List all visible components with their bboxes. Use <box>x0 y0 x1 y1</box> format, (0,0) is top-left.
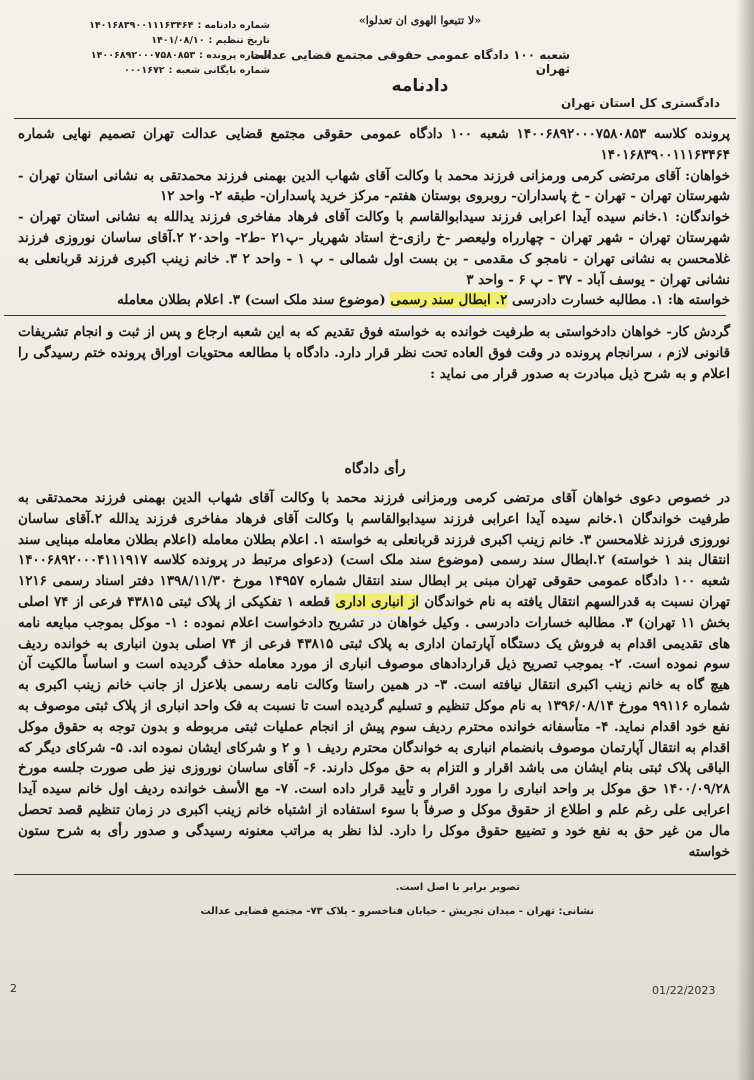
court-address: نشانی: تهران - میدان تجریش - خیابان فناخسرو - پلاک ۷۳- مجتمع قضایی عدالت <box>200 906 594 917</box>
verdict-text: در خصوص دعوی خواهان آقای مرتضی کرمی ورمزانی فرزند محمد با وکالت آقای شهاب الدین بهمنی فرزند محمدتقی به طرفیت خواندگان ۱.خانم سیده آیدا اعرابی فرزند سیدابوالقاسم با وکالت آقای فرهاد مفاخری فرزند یدالله ۲.آقای ساسان نوروزی فرزند غلامحسن ۳. خانم زینب اکبری فرزند قربانعلی به خواسته ۱. اعلام بطلان معامله (اعلام بطلان معامله مبنایی سند انتقال بند ۱ خواسته) ۲.ابطال سند رسمی (موضوع سند ملک است) (دعوای مرتبط در پرونده کلاسه ۱۴۰۰۶۸۹۲۰۰۰۴۱۱۱۹۱۷ شعبه ۱۰۰ دادگاه عمومی حقوقی تهران مبنی بر ابطال سند انتقال شماره ۱۴۹۵۷ مورخ ۱۳۹۸/۱۱/۳۰ دفتر اسناد رسمی ۱۲۱۶ تهران نسبت به قدرالسهم انتقال یافته به نام خواندگان از انباری اداری قطعه ۱ تفکیکی از پلاک ثبتی ۴۳۸۱۵ فرعی از ۷۴ اصلی بخش ۱۱ تهران) ۳. مطالبه خسارات دادرسی . وکیل خواهان در تشریح دادخواست اعلام نموده : ۱- موکل بموجب مبایعه نامه های تقدیمی اقدام به فروش یک دستگاه آپارتمان اداری به پلاک ثبتی ۴۳۸۱۵ فرعی از ۷۴ اصلی بدون انباری به خوانده ردیف سوم نموده است. ۲- بموجب تصریح ذیل قراردادهای موصوف انباری از مورد معامله حذف گردیده است و اساساً مالکیت آن هیچ گاه به خانم زینب اکبری انتقال نیافته است. ۳- در همین راستا وکالت نامه رسمی بلاعزل از جانب خانم زینب اکبری به شماره ۹۹۱۱۶ مورخ ۱۳۹۶/۰۸/۱۴ به نام موکل تنظیم و تسلیم گردیده است تا نسبت به فک واحد انباری از پلاک ثبتی موصوف به نفع خود اقدام نماید. ۴- متأسفانه خوانده محترم ردیف سوم پیش از انجام عملیات ثبتی مربوطه و بدون توجه به حقوق موکل اقدام به انتقال آپارتمان موصوف بانضمام انباری به خواندگان محترم ردیف ۱ و ۲ و شرکای ایشان نموده اند. ۵- شرکای دیگر که الباقی پلاک ثبتی بنام ایشان می باشد اقرار و التزام به حق موکل دارند. ۶- آقای ساسان نوروزی نیز طی صورت جلسه مورخ ۱۴۰۰/۰۹/۲۸ حق موکل بر واحد انباری را مورد اقرار و تأیید قرار داده است. ۷- مع الأسف خوانده ردیف اول خانم سیده آیدا اعرابی علی رغم علم و اطلاع از حقوق موکل و صرفاً با سوء استفاده از اشتباه خانم زینب اکبری در زمان تنظیم قصد تحصل مال من غیر حق به نفع خود و تضییع حقوق موکل را دارد. لذا نظر به مراتب معنونه رسیدگی و صدور رأی به شرح ستون خواسته <box>18 490 731 860</box>
case-intro: پرونده کلاسه ۱۴۰۰۶۸۹۲۰۰۰۷۵۸۰۸۵۳ شعبه ۱۰۰ دادگاه عمومی حقوقی مجتمع قضایی عدالت تهران تصمیم نهایی شماره ۱۴۰۱۶۸۳۹۰۰۱۱۱۶۳۴۶۴ <box>18 126 730 163</box>
quran-motto: «لا تتبعوا الهوی ان تعدلوا» <box>358 14 482 27</box>
meta-case-number: شماره پرونده :۱۴۰۰۶۸۹۲۰۰۰۷۵۸۰۸۵۳ <box>90 50 270 61</box>
footer-divider <box>14 874 736 875</box>
claims-divider <box>4 315 726 316</box>
meta-archive-number: شماره بایگانی شعبه :۰۰۰۱۶۷۲ <box>124 65 270 76</box>
page-edge-shadow <box>736 0 754 1080</box>
proceedings: گردش کار- خواهان دادخواستی به طرفیت خوانده به خواسته فوق تقدیم که به این شعبه ارجاع و پس از ثبت و انجام تشریفات قانونی لازم ، سرانجام پرونده در وقت فوق العاده تحت نظر قرار دارد. دادگاه با مطالعه محتویات اوراق پرونده ختم رسیدگی را اعلام و به شرح ذیل مبادرت به صدور قرار می نماید : <box>18 324 730 382</box>
page-number: 2 <box>10 982 17 995</box>
verdict-body <box>18 488 730 862</box>
highlighted-claim: ۲. ابطال سند رسمی <box>390 292 508 309</box>
case-details <box>18 124 730 385</box>
highlighted-storage: از انباری اداری <box>335 593 419 610</box>
plaintiff-info: خواهان: آقای مرتضی کرمی ورمزانی فرزند محمد با وکالت آقای شهاب الدین بهمنی فرزند محمدتقی به نشانی استان تهران - شهرستان تهران - تهران - خ پاسداران- روبروی بوستان هفتم- مرکز خرید پاسداران- طبقه ۲- واحد ۱۲ <box>18 167 730 205</box>
verdict-title: رأی دادگاه <box>344 461 406 477</box>
document-header <box>0 0 754 110</box>
header-divider <box>14 118 736 119</box>
case-metadata <box>60 18 270 78</box>
meta-issue-date: تاریخ تنظیم :۱۴۰۱/۰۸/۱۰ <box>151 35 270 46</box>
document-title: دادنامه <box>391 76 449 96</box>
date-stamp: 01/22/2023 <box>652 984 716 997</box>
claims: خواسته ها: ۱. مطالبه خسارت دادرسی ۲. ابطال سند رسمی (موضوع سند ملک است) ۳. اعلام بطلان معامله <box>117 292 730 309</box>
court-branch: شعبه ۱۰۰ دادگاه عمومی حقوقی مجتمع قضایی عدالت تهران <box>250 48 570 76</box>
court-name: دادگستری کل استان تهران <box>560 96 720 110</box>
meta-ruling-number: شماره دادنامه :۱۴۰۱۶۸۳۹۰۰۱۱۱۶۳۴۶۴ <box>89 20 270 31</box>
defendants-info: خواندگان: ۱.خانم سیده آیدا اعرابی فرزند سیدابوالقاسم با وکالت آقای فرهاد مفاخری فرزند یدالله به نشانی استان تهران - شهرستان تهران - شهر تهران - چهارراه ولیعصر -خ رازی-خ استاد شهریار -پ۲۱ -ط۲- واحد۲۰ ۲.آقای ساسان نوروزی فرزند غلامحسن به نشانی تهران - نامجو ک مقدمی - بن بست اول شمالی - پ ۱ - واحد ۲ ۳. خانم زینب اکبری فرزند قربانعلی به نشانی تهران - یوسف آباد - ۳۷ - پ ۶ - واحد ۳ <box>18 209 730 288</box>
certified-copy-note: تصویر برابر با اصل است. <box>395 882 520 893</box>
